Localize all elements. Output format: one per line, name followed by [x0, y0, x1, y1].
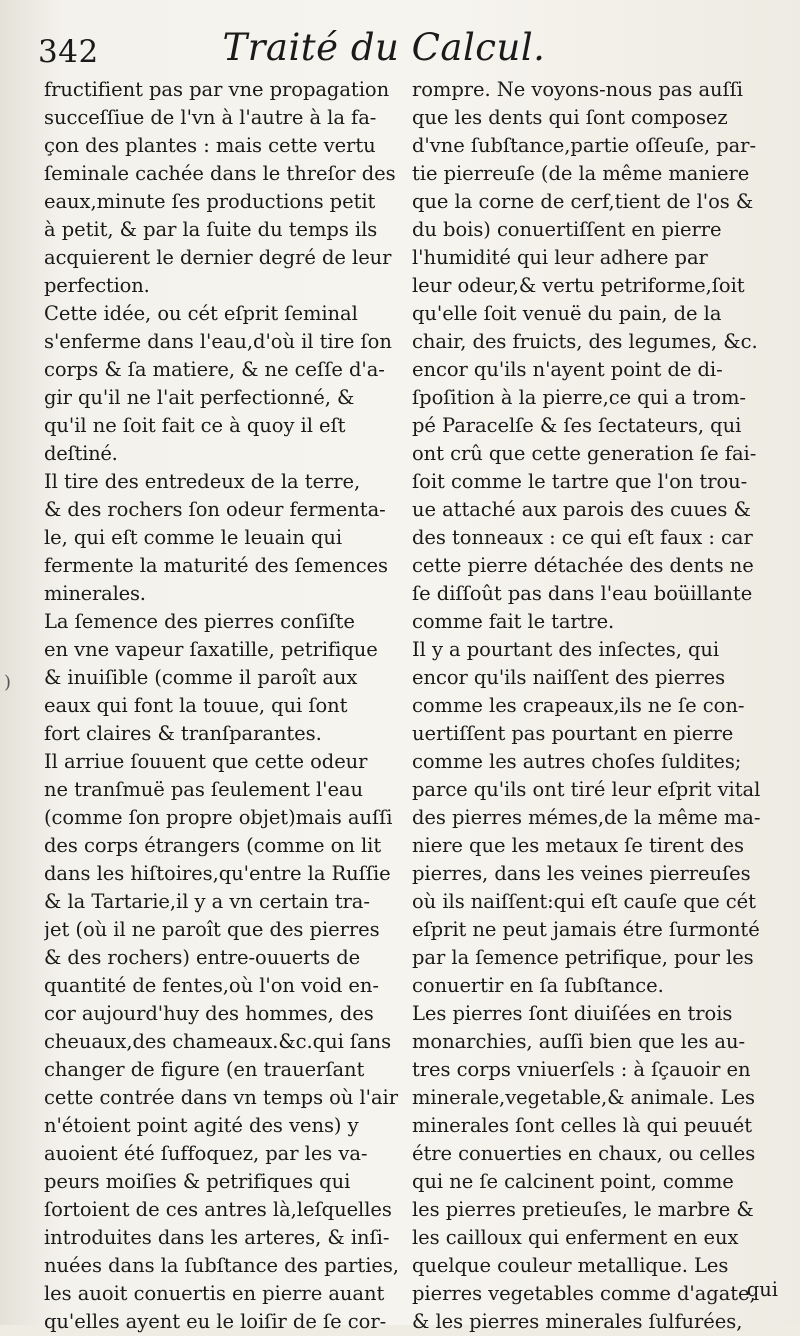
text-line: çon des plantes : mais cette vertu — [44, 134, 376, 157]
text-line: quantité de fentes,où l'on void en- — [44, 974, 379, 997]
text-line: uertiſſent pas pourtant en pierre — [412, 722, 734, 745]
text-line: l'humidité qui leur adhere par — [412, 246, 708, 269]
text-line: s'enferme dans l'eau,d'où il tire ſon — [44, 330, 392, 353]
text-line: deſtiné. — [44, 442, 118, 465]
text-line: que la corne de cerf,tient de l'os & — [412, 190, 754, 213]
text-line: le, qui eſt comme le leuain qui — [44, 526, 343, 549]
text-line: perfection. — [44, 274, 150, 297]
text-line: & la Tartarie,il y a vn certain tra- — [44, 890, 370, 913]
text-line: pierres vegetables comme d'agate, — [412, 1282, 756, 1305]
text-line: qu'il ne ſoit fait ce à quoy il eſt — [44, 414, 346, 437]
text-line: La ſemence des pierres conſiſte — [44, 610, 355, 633]
text-line: cette pierre détachée des dents ne — [412, 554, 754, 577]
text-line: des corps étrangers (comme on lit — [44, 834, 382, 857]
text-line: Cette idée, ou cét eſprit ſeminal — [44, 302, 358, 325]
text-line: minerales ſont celles là qui peuuét — [412, 1114, 753, 1137]
right-text-column — [412, 76, 778, 1336]
text-line: que les dents qui ſont composez — [412, 106, 728, 129]
text-line: des pierres mémes,de la même ma- — [412, 806, 761, 829]
text-line: les pierres pretieuſes, le marbre & — [412, 1198, 754, 1221]
text-line: cheuaux,des chameaux.&c.qui ſans — [44, 1030, 392, 1053]
text-line: par la ſemence petrifique, pour les — [412, 946, 754, 969]
text-line: ſeminale cachée dans le threſor des — [44, 162, 396, 185]
text-line: du bois) conuertiſſent en pierre — [412, 218, 722, 241]
text-line: & inuiſible (comme il paroît aux — [44, 666, 358, 689]
text-line: en vne vapeur ſaxatille, petrifique — [44, 638, 378, 661]
text-line: conuertir en ſa ſubſtance. — [412, 974, 664, 997]
text-line: nuées dans la ſubſtance des parties, — [44, 1254, 399, 1277]
text-line: ue attaché aux parois des cuues & — [412, 498, 751, 521]
text-line: cette contrée dans vn temps où l'air — [44, 1086, 398, 1109]
text-line: Il arriue ſouuent que cette odeur — [44, 750, 368, 773]
text-line: pé Paracelſe & ſes ſectateurs, qui — [412, 414, 742, 437]
text-line: comme les crapeaux,ils ne ſe con- — [412, 694, 745, 717]
text-line: ſortoient de ces antres là,leſquelles — [44, 1198, 392, 1221]
text-line: chair, des fruicts, des legumes, &c. — [412, 330, 758, 353]
text-line: ſpoſition à la pierre,ce qui a trom- — [412, 386, 746, 409]
text-line: comme les autres choſes ſuldites; — [412, 750, 742, 773]
text-line: & les pierres minerales ſulfurées, — [412, 1310, 743, 1333]
text-line: dans les hiſtoires,qu'entre la Ruſſie — [44, 862, 391, 885]
text-line: acquierent le dernier degré de leur — [44, 246, 392, 269]
text-line: & des rochers) entre-ouuerts de — [44, 946, 361, 969]
text-line: comme fait le tartre. — [412, 610, 615, 633]
text-line: fort claires & tranſparantes. — [44, 722, 322, 745]
text-line: tie pierreuſe (de la même maniere — [412, 162, 750, 185]
text-line: des tonneaux : ce qui eſt faux : car — [412, 526, 753, 549]
page-header — [38, 20, 770, 76]
text-line: changer de figure (en trauerſant — [44, 1058, 365, 1081]
text-line: minerale,vegetable,& animale. Les — [412, 1086, 755, 1109]
text-line: qui ne ſe calcinent point, comme — [412, 1170, 734, 1193]
text-line: eaux qui font la touue, qui ſont — [44, 694, 348, 717]
text-line: eaux,minute ſes productions petit — [44, 190, 376, 213]
text-line: d'vne ſubſtance,partie oſſeuſe, par- — [412, 134, 756, 157]
text-line: qu'elle ſoit venuë du pain, de la — [412, 302, 722, 325]
text-line: parce qu'ils ont tiré leur eſprit vital — [412, 778, 761, 801]
text-line: monarchies, auſſi bien que les au- — [412, 1030, 745, 1053]
text-line: Les pierres ſont diuiſées en trois — [412, 1002, 733, 1025]
text-line: encor qu'ils n'ayent point de di- — [412, 358, 723, 381]
text-line: fructifient pas par vne propagation — [44, 78, 390, 101]
text-line: ſe diſſoût pas dans l'eau boüillante — [412, 582, 753, 605]
text-line: étre conuerties en chaux, ou celles — [412, 1142, 756, 1165]
text-line: fermente la maturité des ſemences — [44, 554, 388, 577]
text-line: pierres, dans les veines pierreuſes — [412, 862, 751, 885]
text-line: Il tire des entredeux de la terre, — [44, 470, 361, 493]
catchword: qui — [746, 1278, 778, 1301]
text-line: où ils naiſſent:qui eſt cauſe que cét — [412, 890, 756, 913]
text-line: ont crû que cette generation ſe fai- — [412, 442, 757, 465]
text-line: peurs moiſies & petrifiques qui — [44, 1170, 351, 1193]
text-line: encor qu'ils naiſſent des pierres — [412, 666, 726, 689]
text-line: n'étoient point agité des vens) y — [44, 1114, 359, 1137]
text-line: introduites dans les arteres, & inſi- — [44, 1226, 390, 1249]
text-line: les auoit conuertis en pierre auant — [44, 1282, 385, 1305]
text-line: quelque couleur metallique. Les — [412, 1254, 729, 1277]
text-line: qu'elles ayent eu le loiſir de ſe cor- — [44, 1310, 387, 1333]
text-line: auoient été ſuffoquez, par les va- — [44, 1142, 368, 1165]
text-line: & des rochers ſon odeur fermenta- — [44, 498, 386, 521]
text-line: cor aujourd'huy des hommes, des — [44, 1002, 374, 1025]
text-line: jet (où il ne paroît que des pierres — [44, 918, 380, 941]
margin-mark: ) — [4, 672, 12, 693]
text-line: ne tranſmuë pas ſeulement l'eau — [44, 778, 363, 801]
text-line: à petit, & par la ſuite du temps ils — [44, 218, 378, 241]
text-line: niere que les metaux ſe tirent des — [412, 834, 744, 857]
text-line: succeſſiue de l'vn à l'autre à la fa- — [44, 106, 377, 129]
text-line: corps & ſa matiere, & ne ceſſe d'a- — [44, 358, 385, 381]
text-line: minerales. — [44, 582, 146, 605]
text-line: (comme ſon propre objet)mais auſſi — [44, 806, 393, 829]
text-line: leur odeur,& vertu petriforme,ſoit — [412, 274, 745, 297]
text-line: eſprit ne peut jamais étre ſurmonté — [412, 918, 760, 941]
text-line: les cailloux qui enferment en eux — [412, 1226, 739, 1249]
text-line: tres corps vniuerſels : à ſçauoir en — [412, 1058, 751, 1081]
text-line: rompre. Ne voyons-nous pas auſſi — [412, 78, 743, 101]
text-line: Il y a pourtant des inſectes, qui — [412, 638, 720, 661]
page-number: 342 — [38, 34, 99, 70]
running-title: Traité du Calcul. — [222, 26, 546, 69]
left-text-column — [44, 76, 410, 1336]
text-line: gir qu'il ne l'ait perfectionné, & — [44, 386, 355, 409]
text-line: ſoit comme le tartre que l'on trou- — [412, 470, 748, 493]
